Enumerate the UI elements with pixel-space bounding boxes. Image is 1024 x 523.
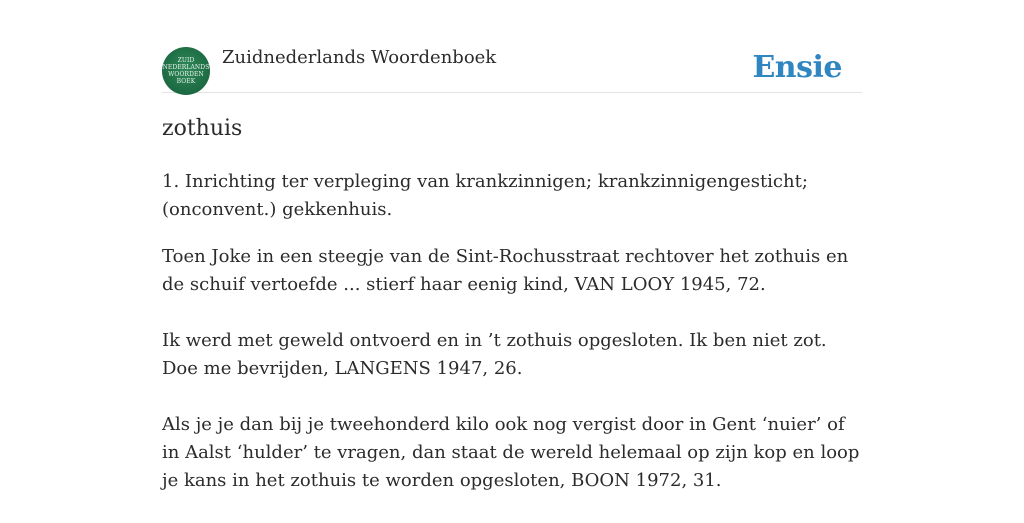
- entry-content: [162, 168, 862, 523]
- definition-text: 1. Inrichting ter verpleging van krankzinnigen; krankzinnigengesticht; (onconvent.) gekkenhuis.: [162, 171, 808, 220]
- dictionary-title[interactable]: Zuidnederlands Woordenboek: [222, 47, 497, 68]
- site-header: [162, 46, 862, 93]
- ensie-brand-link[interactable]: Ensie: [752, 50, 842, 85]
- page-title: zothuis: [162, 116, 243, 141]
- dictionary-logo[interactable]: [162, 47, 210, 95]
- logo-line: BOEK: [176, 78, 196, 85]
- logo-line: NEDERLANDS: [162, 64, 210, 71]
- citation-quote: Toen Joke in een steegje van de Sint-Rochusstraat rechtover het zothuis en de schuif vertoefde ... stierf haar eenig kind, VAN LOOY 1945, 72.: [162, 246, 849, 295]
- logo-line: ZUID: [177, 57, 195, 64]
- citation-quote: Ik werd met geweld ontvoerd en in ’t zothuis opgesloten. Ik ben niet zot. Doe me bevrijden, LANGENS 1947, 26.: [162, 330, 827, 379]
- citation-quote: Als je je dan bij je tweehonderd kilo ook nog vergist door in Gent ‘nuier’ of in Aalst ‘hulder’ te vragen, dan staat de wereld helemaal op zijn kop en loop je kans in het zothuis te worden opgesloten, BOON 1972, 31.: [162, 414, 860, 491]
- logo-line: WOORDEN: [168, 71, 204, 78]
